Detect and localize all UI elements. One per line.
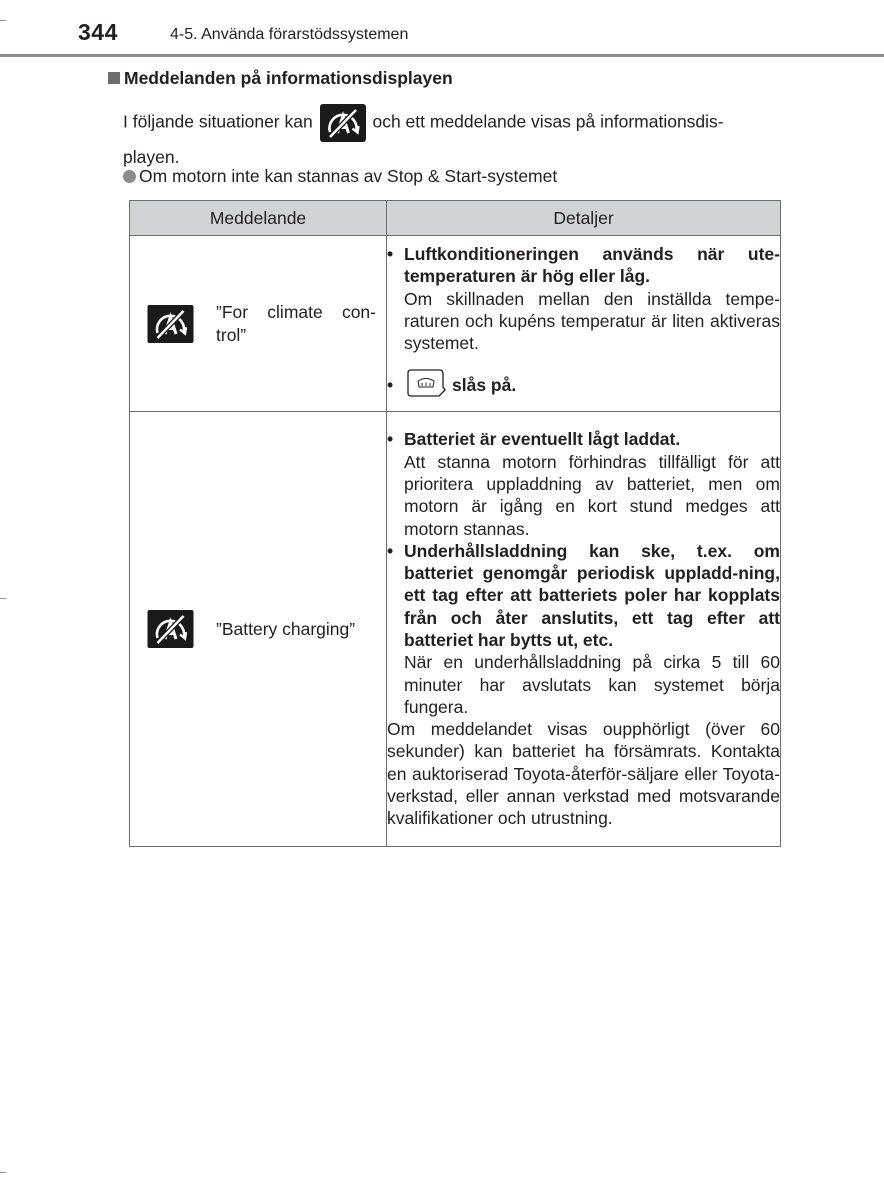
- message-cell: [130, 236, 387, 412]
- column-header-details: Detaljer: [387, 201, 781, 236]
- message-cell: [130, 412, 387, 847]
- intro-paragraph: [123, 104, 778, 172]
- round-bullet-icon: [123, 170, 136, 183]
- detail-text: Att stanna motorn förhindras tillfälligt för att prioritera uppladdning av batteriet, men om motorn är igång en kort stund medges att motorn stannas.: [404, 451, 780, 539]
- condition-bullet: [123, 166, 557, 187]
- switch-bullet: • slås på.: [387, 367, 780, 404]
- section-title: [108, 68, 453, 89]
- table-header-row: [130, 201, 781, 236]
- table-row: [130, 412, 781, 847]
- intro-text-after: och ett meddelande visas på informationsdis-: [372, 111, 724, 132]
- page-number: 344: [78, 19, 118, 45]
- running-head: 4-5. Använda förarstödssystemen: [170, 26, 409, 43]
- section-title-text: Meddelanden på informationsdisplayen: [124, 68, 453, 88]
- details-cell: [387, 236, 781, 412]
- square-bullet-icon: [108, 72, 120, 84]
- stop-start-off-indicator-icon: [320, 104, 366, 142]
- header-rule: [0, 54, 884, 57]
- detail-heading: Batteriet är eventuellt lågt laddat.: [404, 429, 681, 450]
- detail-bullet: • Underhållsladdning kan ske, t.ex. om batteriet genomgår periodisk uppladd-ning, ett tag efter att batteriets poler har kopplats från och åter anslutits, ett tag efter att batteriet har bytts ut, etc. När en underhållsladdning på cirka 5 till 60 minuter har avslutats kan systemet börja fungera.: [387, 540, 780, 717]
- condition-text: Om motorn inte kan stannas av Stop & Start-systemet: [139, 166, 558, 186]
- details-cell: [387, 412, 781, 847]
- column-header-message: Meddelande: [130, 201, 387, 236]
- detail-note: Om meddelandet visas oupphörligt (över 60 sekunder) kan batteriet ha försämrats. Kontakta en auktoriserad Toyota-återför-säljare eller Toyota-verkstad, eller annan verkstad med motsvarande kvalifikationer och utrustning.: [387, 719, 780, 829]
- table-row: [130, 236, 781, 412]
- message-table: [129, 200, 781, 847]
- detail-heading: Underhållsladdning kan ske, t.ex. om batteriet genomgår periodisk uppladd-ning, ett tag efter att batteriets poler har kopplats från och åter anslutits, ett tag efter att batteriet har bytts ut, etc.: [404, 540, 780, 650]
- margin-tick: [0, 1172, 6, 1173]
- detail-bullet: • Luftkonditioneringen används när ute-temperaturen är hög eller låg. Om skillnaden mellan den inställda tempe-raturen och kupéns temperatur är liten aktiveras systemet.: [387, 244, 780, 354]
- detail-text: Om skillnaden mellan den inställda tempe-raturen och kupéns temperatur är liten aktiveras systemet.: [404, 288, 780, 354]
- stop-start-off-indicator-icon: [147, 305, 194, 343]
- detail-heading: Luftkonditioneringen används när ute-temperaturen är hög eller låg.: [404, 244, 780, 287]
- message-text: ”For climate con-trol”: [216, 301, 376, 345]
- switch-label: slås på.: [452, 375, 517, 396]
- margin-tick: [0, 20, 6, 21]
- message-text: ”Battery charging”: [216, 618, 356, 639]
- stop-start-off-indicator-icon: [147, 610, 194, 648]
- intro-line2: playen.: [123, 147, 180, 167]
- intro-text-before: I följande situationer kan: [123, 111, 313, 132]
- windshield-defroster-switch-icon: [404, 367, 448, 404]
- margin-tick: [0, 598, 6, 599]
- detail-bullet: • Batteriet är eventuellt lågt laddat. Att stanna motorn förhindras tillfälligt för att prioritera uppladdning av batteriet, men om motorn är igång en kort stund medges att motorn stannas.: [387, 429, 780, 539]
- detail-text: När en underhållsladdning på cirka 5 till 60 minuter har avslutats kan systemet börja fungera.: [404, 652, 780, 717]
